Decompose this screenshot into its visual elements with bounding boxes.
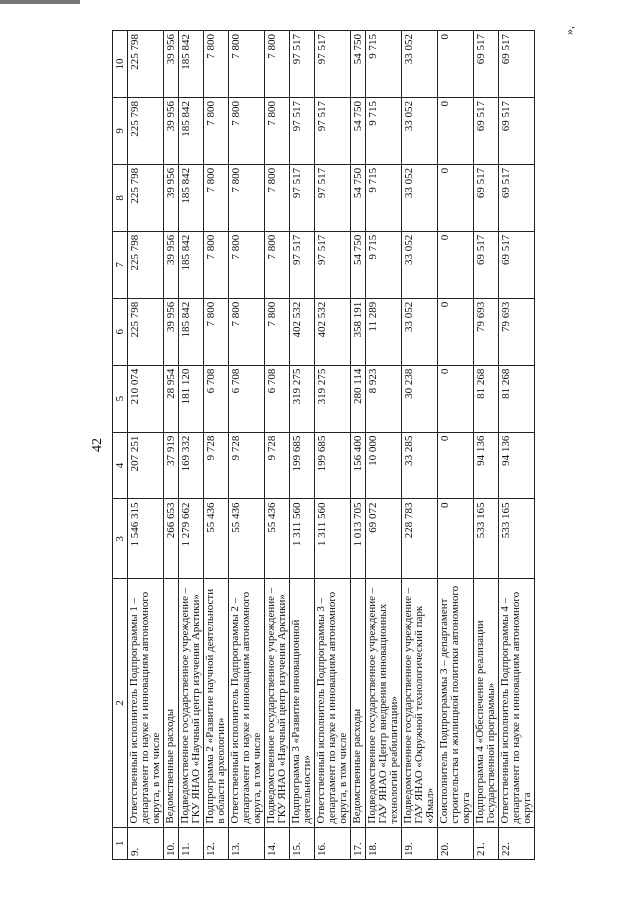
column-header: 2 <box>113 579 128 827</box>
row-number: 15. <box>290 827 315 859</box>
value-cell: 54 750 <box>351 164 366 231</box>
column-header: 7 <box>113 231 128 298</box>
row-number: 9. <box>128 827 164 859</box>
row-number: 19. <box>402 827 438 859</box>
value-cell: 39 956 <box>164 31 179 98</box>
value-cell: 225 798 <box>128 231 164 298</box>
row-number: 10. <box>164 827 179 859</box>
value-cell: 97 517 <box>290 31 315 98</box>
row-description: Подведомственное государственное учреждение – ГАУ ЯНАО «Центр внедрения инновационных технологий реабилитации» <box>366 579 402 827</box>
value-cell: 33 052 <box>402 97 438 164</box>
value-cell: 39 956 <box>164 97 179 164</box>
table-row <box>366 31 402 860</box>
row-number: 16. <box>315 827 351 859</box>
value-cell: 0 <box>438 499 474 579</box>
value-cell: 69 517 <box>499 164 535 231</box>
value-cell: 7 800 <box>204 97 229 164</box>
value-cell: 181 120 <box>179 365 204 432</box>
row-description: Ведомственные расходы <box>351 579 366 827</box>
value-cell: 97 517 <box>315 97 351 164</box>
value-cell: 33 052 <box>402 31 438 98</box>
value-cell: 199 685 <box>290 432 315 499</box>
column-header: 4 <box>113 432 128 499</box>
value-cell: 7 800 <box>229 31 265 98</box>
value-cell: 81 268 <box>499 365 535 432</box>
value-cell: 0 <box>438 164 474 231</box>
value-cell: 7 800 <box>229 97 265 164</box>
value-cell: 533 165 <box>474 499 499 579</box>
value-cell: 7 800 <box>229 298 265 365</box>
value-cell: 9 715 <box>366 97 402 164</box>
value-cell: 55 436 <box>265 499 290 579</box>
table-row <box>499 31 535 860</box>
value-cell: 156 400 <box>351 432 366 499</box>
row-number: 22. <box>499 827 535 859</box>
value-cell: 0 <box>438 365 474 432</box>
value-cell: 7 800 <box>204 164 229 231</box>
value-cell: 185 842 <box>179 231 204 298</box>
column-header: 5 <box>113 365 128 432</box>
value-cell: 225 798 <box>128 298 164 365</box>
column-header: 3 <box>113 499 128 579</box>
value-cell: 10 000 <box>366 432 402 499</box>
value-cell: 266 653 <box>164 499 179 579</box>
value-cell: 0 <box>438 97 474 164</box>
table-row <box>128 31 164 860</box>
table-row <box>290 31 315 860</box>
value-cell: 1 013 705 <box>351 499 366 579</box>
value-cell: 7 800 <box>204 231 229 298</box>
column-header: 8 <box>113 164 128 231</box>
value-cell: 6 708 <box>229 365 265 432</box>
corner-mark: », <box>562 26 576 35</box>
value-cell: 69 517 <box>474 164 499 231</box>
value-cell: 7 800 <box>204 298 229 365</box>
value-cell: 207 251 <box>128 432 164 499</box>
row-description: Ведомственные расходы <box>164 579 179 827</box>
row-description: Подведомственное государственное учреждение – ГАУ ЯНАО «Окружной технологический парк «Ямал» <box>402 579 438 827</box>
row-description: Соисполнитель Подпрограммы 3 – департамент строительства и жилищной политики автономного округа <box>438 579 474 827</box>
value-cell: 0 <box>438 31 474 98</box>
value-cell: 7 800 <box>204 31 229 98</box>
value-cell: 185 842 <box>179 298 204 365</box>
page-top-mark <box>0 0 80 4</box>
column-header: 6 <box>113 298 128 365</box>
value-cell: 79 693 <box>499 298 535 365</box>
value-cell: 39 956 <box>164 164 179 231</box>
table-row <box>229 31 265 860</box>
value-cell: 225 798 <box>128 164 164 231</box>
row-number: 21. <box>474 827 499 859</box>
value-cell: 7 800 <box>229 231 265 298</box>
value-cell: 97 517 <box>315 164 351 231</box>
value-cell: 9 728 <box>265 432 290 499</box>
value-cell: 9 715 <box>366 231 402 298</box>
budget-table <box>112 30 535 860</box>
value-cell: 0 <box>438 231 474 298</box>
value-cell: 37 919 <box>164 432 179 499</box>
value-cell: 30 238 <box>402 365 438 432</box>
table-row <box>438 31 474 860</box>
row-description: Подпрограмма 2 «Развитие научной деятельности в области археологии» <box>204 579 229 827</box>
value-cell: 185 842 <box>179 164 204 231</box>
value-cell: 94 136 <box>474 432 499 499</box>
value-cell: 69 517 <box>474 97 499 164</box>
value-cell: 0 <box>438 432 474 499</box>
value-cell: 54 750 <box>351 231 366 298</box>
table-row <box>402 31 438 860</box>
rotated-page <box>80 26 580 860</box>
page-number: 42 <box>90 438 105 452</box>
value-cell: 69 072 <box>366 499 402 579</box>
row-description: Ответственный исполнитель Подпрограммы 2 – департамент по науке и инновациям автономного округа, в том числе <box>229 579 265 827</box>
value-cell: 1 279 662 <box>179 499 204 579</box>
row-description: Подпрограмма 3 «Развитие инновационной деятельности» <box>290 579 315 827</box>
value-cell: 55 436 <box>204 499 229 579</box>
value-cell: 33 052 <box>402 298 438 365</box>
row-number: 20. <box>438 827 474 859</box>
value-cell: 1 311 560 <box>290 499 315 579</box>
table-row <box>315 31 351 860</box>
value-cell: 97 517 <box>290 231 315 298</box>
value-cell: 39 956 <box>164 231 179 298</box>
value-cell: 7 800 <box>265 298 290 365</box>
row-description: Подпрограмма 4 «Обеспечение реализации Государственной программы» <box>474 579 499 827</box>
column-header: 1 <box>113 827 128 859</box>
value-cell: 7 800 <box>265 97 290 164</box>
row-number: 12. <box>204 827 229 859</box>
table-row <box>204 31 229 860</box>
value-cell: 225 798 <box>128 97 164 164</box>
value-cell: 402 532 <box>290 298 315 365</box>
value-cell: 7 800 <box>265 231 290 298</box>
table-row <box>351 31 366 860</box>
value-cell: 0 <box>438 298 474 365</box>
row-number: 14. <box>265 827 290 859</box>
value-cell: 228 783 <box>402 499 438 579</box>
value-cell: 280 114 <box>351 365 366 432</box>
value-cell: 28 954 <box>164 365 179 432</box>
value-cell: 358 191 <box>351 298 366 365</box>
value-cell: 319 275 <box>290 365 315 432</box>
column-header: 10 <box>113 31 128 98</box>
row-description: Ответственный исполнитель Подпрограммы 1 – департамент по науке и инновациям автономного округа, в том числе <box>128 579 164 827</box>
value-cell: 7 800 <box>265 164 290 231</box>
column-header: 9 <box>113 97 128 164</box>
row-description: Подведомственное государственное учреждение – ГКУ ЯНАО «Научный центр изучения Арктики» <box>179 579 204 827</box>
value-cell: 39 956 <box>164 298 179 365</box>
table-header-row <box>113 31 128 860</box>
value-cell: 69 517 <box>474 231 499 298</box>
row-number: 18. <box>366 827 402 859</box>
row-description: Подведомственное государственное учреждение – ГКУ ЯНАО «Научный центр изучения Арктики» <box>265 579 290 827</box>
value-cell: 6 708 <box>204 365 229 432</box>
value-cell: 81 268 <box>474 365 499 432</box>
value-cell: 210 074 <box>128 365 164 432</box>
value-cell: 225 798 <box>128 31 164 98</box>
value-cell: 8 923 <box>366 365 402 432</box>
value-cell: 97 517 <box>315 31 351 98</box>
row-number: 13. <box>229 827 265 859</box>
value-cell: 69 517 <box>499 97 535 164</box>
value-cell: 402 532 <box>315 298 351 365</box>
value-cell: 97 517 <box>290 164 315 231</box>
table-row <box>164 31 179 860</box>
row-description: Ответственный исполнитель Подпрограммы 4 – департамент по науке и инновациям автономного округа <box>499 579 535 827</box>
value-cell: 33 285 <box>402 432 438 499</box>
value-cell: 55 436 <box>229 499 265 579</box>
value-cell: 319 275 <box>315 365 351 432</box>
value-cell: 9 728 <box>229 432 265 499</box>
value-cell: 185 842 <box>179 31 204 98</box>
value-cell: 11 289 <box>366 298 402 365</box>
value-cell: 79 693 <box>474 298 499 365</box>
value-cell: 1 546 315 <box>128 499 164 579</box>
value-cell: 533 165 <box>499 499 535 579</box>
table-row <box>265 31 290 860</box>
value-cell: 69 517 <box>499 31 535 98</box>
value-cell: 1 311 560 <box>315 499 351 579</box>
table-row <box>474 31 499 860</box>
row-description: Ответственный исполнитель Подпрограммы 3 – департамент по науке и инновациям автономного округа, в том числе <box>315 579 351 827</box>
value-cell: 69 517 <box>474 31 499 98</box>
row-number: 11. <box>179 827 204 859</box>
value-cell: 9 715 <box>366 164 402 231</box>
value-cell: 169 332 <box>179 432 204 499</box>
value-cell: 97 517 <box>315 231 351 298</box>
value-cell: 7 800 <box>265 31 290 98</box>
value-cell: 69 517 <box>499 231 535 298</box>
value-cell: 9 728 <box>204 432 229 499</box>
value-cell: 54 750 <box>351 31 366 98</box>
value-cell: 94 136 <box>499 432 535 499</box>
value-cell: 199 685 <box>315 432 351 499</box>
table-body <box>128 31 535 860</box>
value-cell: 6 708 <box>265 365 290 432</box>
table-row <box>179 31 204 860</box>
value-cell: 33 052 <box>402 164 438 231</box>
value-cell: 54 750 <box>351 97 366 164</box>
value-cell: 97 517 <box>290 97 315 164</box>
value-cell: 33 052 <box>402 231 438 298</box>
value-cell: 9 715 <box>366 31 402 98</box>
value-cell: 185 842 <box>179 97 204 164</box>
row-number: 17. <box>351 827 366 859</box>
value-cell: 7 800 <box>229 164 265 231</box>
